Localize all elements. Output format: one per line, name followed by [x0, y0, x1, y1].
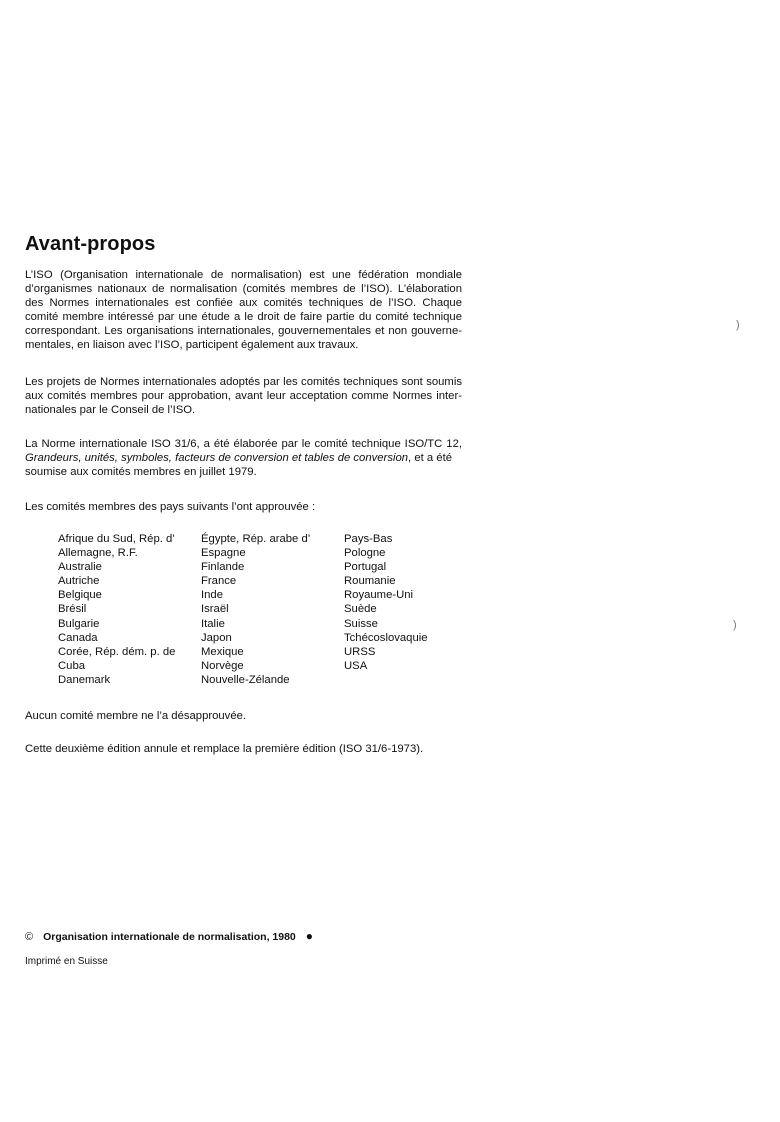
- country-item: France: [201, 575, 237, 588]
- copyright-icon: ©: [25, 931, 34, 943]
- country-item: Suisse: [344, 617, 378, 630]
- country-item: Inde: [201, 589, 223, 602]
- paragraph-standard-origin: [25, 437, 462, 479]
- country-item: Japon: [201, 631, 232, 644]
- country-item: Brésil: [58, 603, 87, 616]
- paragraph-draft-standards: [25, 375, 462, 417]
- country-item: Suède: [344, 603, 377, 616]
- page-title: Avant-propos: [25, 233, 156, 255]
- text-line: [25, 451, 462, 465]
- paragraph-no-disapproval: Aucun comité membre ne l’a désapprouvée.: [25, 710, 247, 722]
- country-item: Canada: [58, 631, 98, 644]
- bullet-icon: ●: [305, 929, 314, 943]
- country-item: Égypte, Rép. arabe d’: [201, 533, 311, 545]
- margin-mark: ): [733, 619, 737, 631]
- text-line: aux comités membres pour approbation, avant leur acceptation comme Normes inter-: [25, 390, 462, 402]
- country-item: Espagne: [201, 547, 246, 560]
- country-item: Australie: [58, 561, 102, 574]
- text-fragment: , et a été: [408, 452, 453, 464]
- text-line: correspondant. Les organisations internationales, gouvernementales et non gouverne-: [25, 325, 462, 337]
- text-line: Les projets de Normes internationales adoptés par les comités techniques sont soumis: [25, 376, 462, 388]
- country-item: Israël: [201, 603, 229, 616]
- country-item: Autriche: [58, 575, 100, 588]
- country-item: Tchécoslovaquie: [344, 631, 428, 644]
- country-item: Finlande: [201, 561, 245, 574]
- country-item: URSS: [344, 645, 376, 658]
- country-item: Pays-Bas: [344, 533, 393, 545]
- copyright-text: Organisation internationale de normalisation, 1980: [43, 931, 296, 943]
- country-item: Belgique: [58, 589, 102, 602]
- paragraph-iso-description: [25, 268, 462, 352]
- printed-in-note: Imprimé en Suisse: [25, 956, 108, 967]
- country-column-1: [58, 532, 175, 687]
- country-item: Nouvelle-Zélande: [201, 673, 290, 686]
- country-item: Cuba: [58, 659, 86, 672]
- country-item: Norvège: [201, 659, 244, 672]
- copyright-line: [25, 929, 313, 943]
- country-column-2: [201, 532, 310, 687]
- text-line: des Normes internationales est confiée aux comités techniques de l’ISO. Chaque: [25, 297, 462, 309]
- text-line: mentales, en liaison avec l’ISO, participent également aux travaux.: [25, 339, 359, 351]
- country-item: Allemagne, R.F.: [58, 547, 138, 560]
- country-item: USA: [344, 659, 368, 672]
- text-line: La Norme internationale ISO 31/6, a été élaborée par le comité technique ISO/TC 12,: [25, 438, 462, 450]
- country-item: Afrique du Sud, Rép. d’: [58, 533, 175, 545]
- committee-title: Grandeurs, unités, symboles, facteurs de conversion et tables de conversion: [25, 452, 409, 464]
- paragraph-edition-note: Cette deuxième édition annule et remplace la première édition (ISO 31/6-1973).: [25, 743, 424, 755]
- text-line: nationales par le Conseil de l’ISO.: [25, 404, 196, 416]
- country-item: Roumanie: [344, 575, 396, 588]
- country-item: Italie: [201, 617, 225, 630]
- country-item: Portugal: [344, 561, 387, 574]
- country-item: Danemark: [58, 673, 111, 686]
- country-item: Bulgarie: [58, 617, 100, 630]
- text-line: comité membre intéressé par une étude a le droit de faire partie du comité technique: [25, 311, 462, 323]
- country-item: Pologne: [344, 547, 386, 560]
- paragraph-approval-intro: Les comités membres des pays suivants l’ont approuvée :: [25, 501, 316, 513]
- country-column-3: [344, 532, 428, 673]
- country-item: Mexique: [201, 645, 244, 658]
- text-line: d’organismes nationaux de normalisation (comités membres de l’ISO). L’élaboration: [25, 283, 462, 295]
- text-line: L’ISO (Organisation internationale de normalisation) est une fédération mondiale: [25, 269, 462, 281]
- text-line: soumise aux comités membres en juillet 1979.: [25, 466, 257, 478]
- country-item: Corée, Rép. dém. p. de: [58, 645, 176, 658]
- country-item: Royaume-Uni: [344, 589, 414, 602]
- margin-mark: ): [736, 319, 740, 331]
